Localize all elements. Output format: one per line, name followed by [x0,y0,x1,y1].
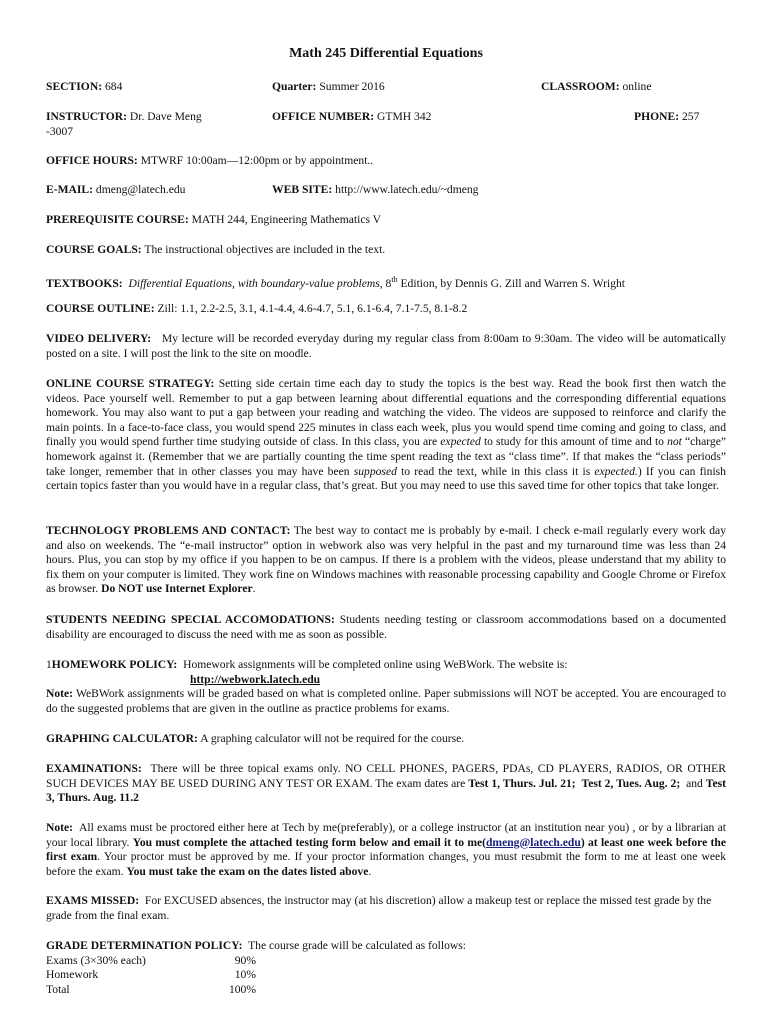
section-value: 684 [104,80,123,93]
strategy-text-1: Setting side certain time each day to study the topics is the best way. Read the book first then watch the videos. Pace yourself well. Remember to put a gap between learning about differential equations and the corresponding differential equations homework. You may also want to put a gap between your reading and watching the video. The videos are supposed to reinforce and clarify the main points. In a face-to-face class, you would spend 225 minutes in class each week, plus you would spend time coming and going to class, and finally you would spend further time studying outside of class. In this class, you are [46,377,726,449]
proctor-note-text-2: . Your proctor must be approved by me. If your proctor information changes, you must resubmit the form to me at least one week before the exam. [46,850,726,878]
quarter-label: Quarter: [272,80,317,93]
proctor-note-text-1: All exams must be proctored either here at Tech by me(preferably), or a college instructor (at an institution near you) , or by a librarian at your local library. [46,821,726,849]
exams-missed-text: For EXCUSED absences, the instructor may (at his discretion) allow a makeup test or replace the missed test grade by the grade from the final exam. [46,894,712,922]
proctor-note-bold-3: You must take the exam on the dates listed above [126,864,369,878]
course-outline-value: Zill: 1.1, 2.2-2.5, 3.1, 4.1-4.4, 4.6-4.7, 5.1, 6.1-6.4, 7.1-7.5, 8.1-8.2 [157,302,468,315]
website-value: http://www.latech.edu/~dmeng [335,183,479,196]
phone-field [634,110,699,125]
email-label: E-MAIL: [46,183,94,196]
strategy-italic-4: expected. [594,464,638,478]
exams-missed-label: EXAMS MISSED: [46,894,140,907]
page-title: Math 245 Differential Equations [289,46,483,61]
online-strategy-label: ONLINE COURSE STRATEGY: [46,377,215,390]
homework-policy-text: Homework assignments will be completed online using WeBWork. The website is: [183,658,568,671]
strategy-text-5: ) If you can finish certain topics faster than you would have in a regular class, that’s great. But you may need to use this saved time for other topics that take longer. [46,464,726,493]
grade-row-name: Exams (3×30% each) [46,954,146,967]
technology-label: TECHNOLOGY PROBLEMS AND CONTACT: [46,524,291,537]
calculator-field [46,732,464,747]
homework-policy-line [46,658,726,673]
textbook-title: Differential Equations, with boundary-value problems [128,276,380,290]
strategy-italic-2: not [667,435,682,449]
quarter-field [272,80,385,95]
technology-bold-warning: Do NOT use Internet Explorer [101,582,253,596]
strategy-text-3: “charge” homework against it. (Remember that we are partially counting the time spent reading the text as “class time”. If that makes the “class periods” take longer, remember that in other classes you may have been [46,435,726,478]
calculator-text: A graphing calculator will not be required for the course. [200,732,465,745]
classroom-field [541,80,651,95]
office-number-value: GTMH 342 [377,110,432,123]
instructor-field [46,110,202,139]
grade-row [46,983,256,998]
webwork-link-line [190,673,320,688]
exam-and: and [686,776,703,790]
special-accommodations-label: STUDENTS NEEDING SPECIAL ACCOMODATIONS: [46,613,335,626]
office-hours-value: MTWRF 10:00am—12:00pm or by appointment.. [140,154,374,167]
instructor-email-link[interactable]: dmeng@latech.edu [485,835,581,849]
website-field [272,183,478,198]
homework-note-paragraph [46,687,726,716]
strategy-italic-3: supposed [353,464,397,478]
prerequisite-value: MATH 244, Engineering Mathematics V [191,213,382,226]
classroom-label: CLASSROOM: [541,80,620,93]
grade-row-value: 100% [228,983,256,996]
instructor-label: INSTRUCTOR: [46,110,127,123]
textbooks-label: TEXTBOOKS: [46,276,123,290]
proctor-note-end: . [368,864,372,878]
office-number-field [272,110,431,125]
homework-policy-label: HOMEWORK POLICY: [51,658,178,671]
grade-row-name: Total [46,983,70,996]
technology-end: . [252,582,256,596]
proctor-note-paragraph [46,821,726,879]
strategy-italic-1: expected [440,435,481,449]
course-outline-field [46,302,467,317]
examinations-paragraph [46,762,726,806]
course-outline-label: COURSE OUTLINE: [46,302,155,315]
section-field [46,80,122,95]
examinations-text: There will be three topical exams only. NO CELL PHONES, PAGERS, PDAs, CD PLAYERS, RADIOS, OR OTHER SUCH DEVICES MAY BE USED DURING ANY TEST OR EXAM. The exam dates are [46,762,726,790]
homework-note-label: Note: [46,687,74,700]
special-accommodations-paragraph [46,613,726,642]
special-accommodations-text: Students needing testing or classroom accommodations based on a documented disability are encouraged to discuss the need with me as soon as possible. [46,613,727,641]
homework-prefix: 1 [46,658,52,671]
textbook-edition-sup: th [391,275,398,284]
proctor-note-bold-2: ) at least one week before the first exam [46,835,726,864]
video-delivery-label: VIDEO DELIVERY: [46,332,152,345]
calculator-label: GRAPHING CALCULATOR: [46,732,198,745]
webwork-link[interactable]: http://webwork.latech.edu [190,673,321,686]
office-hours-label: OFFICE HOURS: [46,154,138,167]
proctor-note-label: Note: [46,821,74,834]
homework-note-text: WeBWork assignments will be graded based on what is completed online. Paper submissions will NOT be accepted. You are encouraged to do the suggested problems that are given in the outline as practice problems for exams. [46,687,726,715]
strategy-text-4: to read the text, while in this class it is [401,464,591,478]
instructor-value-cont: -3007 [46,124,74,138]
office-number-label: OFFICE NUMBER: [272,110,375,123]
course-goals-label: COURSE GOALS: [46,243,142,256]
online-strategy-paragraph [46,377,726,494]
classroom-value: online [622,80,652,93]
exam-date-2: Test 2, Tues. Aug. 2; [581,776,681,790]
section-label: SECTION: [46,80,103,93]
exam-date-3: Test 3, Thurs. Aug. 11.2 [46,776,726,805]
office-hours-field [46,154,373,169]
technology-paragraph [46,524,726,597]
strategy-text-2: to study for this amount of time and to [483,435,664,449]
examinations-label: EXAMINATIONS: [46,762,142,775]
grade-policy-label: GRADE DETERMINATION POLICY: [46,939,243,952]
textbook-edition-sep: , 8 [379,276,392,290]
grade-row-value: 10% [234,968,256,981]
prerequisite-field [46,213,381,228]
phone-label: PHONE: [634,110,680,123]
textbooks-field [46,273,625,291]
exams-missed-paragraph [46,894,726,923]
proctor-note-bold-1: You must complete the attached testing form below and email it to me( [132,835,486,849]
course-goals-field [46,243,385,258]
grade-policy-text: The course grade will be calculated as follows: [248,939,467,952]
technology-text: The best way to contact me is probably by e-mail. I check e-mail regularly every work day and also on weekends. The “e-mail instructor” option in webwork also was very helpful in the past and my turnaround time was less than 24 hours. Plus, you can stop by my office if you happen to be on campus. If there is a problem with the videos, please understand that my ability to fix them on your computer is limited. They work fine on Windows machines with reasonable processing capability and Google Chrome or Firefox as browser. [46,524,726,596]
grade-row [46,954,256,969]
grade-policy-field [46,939,466,954]
grade-row-value: 90% [234,954,256,967]
phone-value: 257 [682,110,700,123]
website-label: WEB SITE: [272,183,333,196]
email-value: dmeng@latech.edu [95,183,186,196]
course-goals-value: The instructional objectives are included in the text. [144,243,386,256]
video-delivery-text: My lecture will be recorded everyday during my regular class from 8:00am to 9:30am. The video will be automatically posted on a site. I will post the link to the site on moodle. [46,332,726,360]
exam-date-1: Test 1, Thurs. Jul. 21; [468,776,576,790]
quarter-value: Summer 2016 [319,80,385,93]
grade-row [46,968,256,983]
instructor-value: Dr. Dave Meng [129,110,202,123]
grade-row-name: Homework [46,968,99,981]
textbook-rest: Edition, by Dennis G. Zill and Warren S. Wright [397,276,626,290]
video-delivery-paragraph [46,332,726,361]
email-field [46,183,185,198]
prerequisite-label: PREREQUISITE COURSE: [46,213,189,226]
